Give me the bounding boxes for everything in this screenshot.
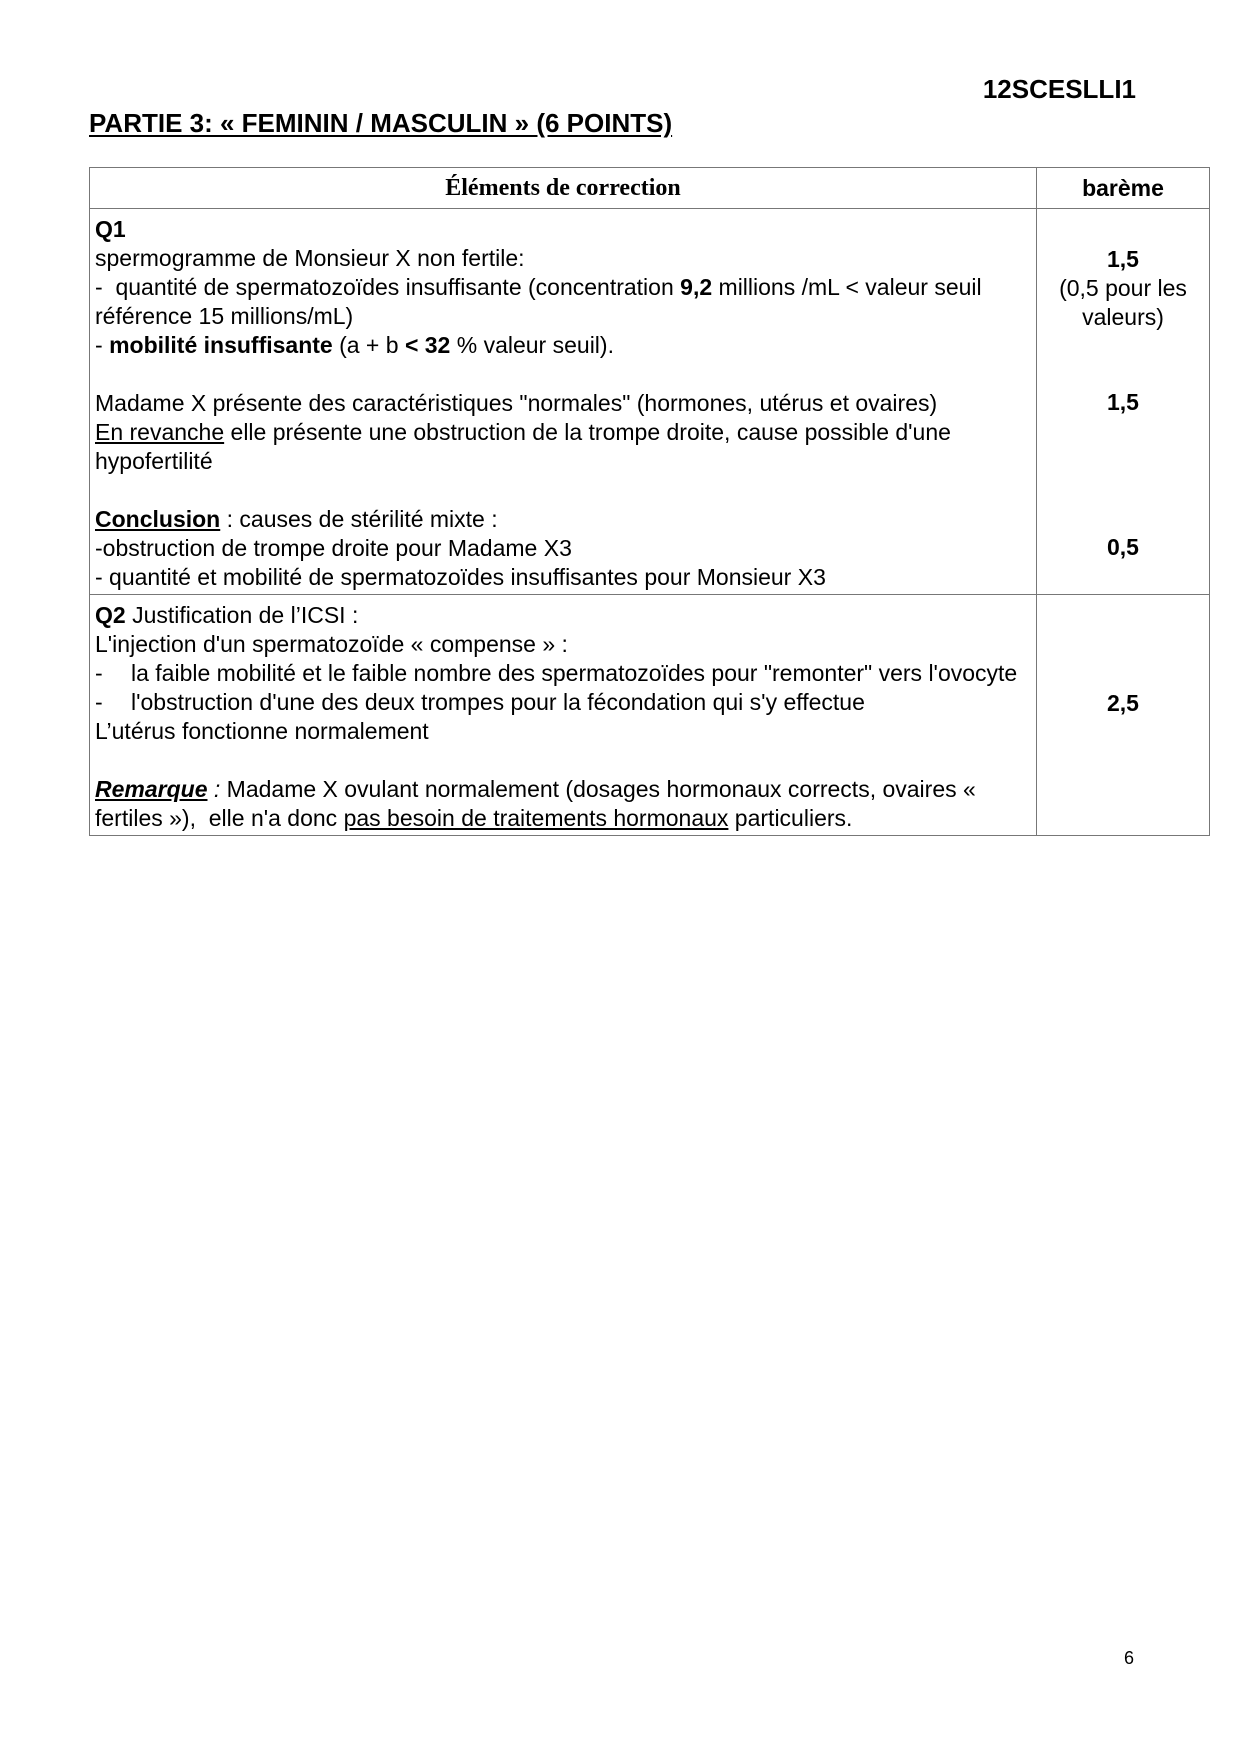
correction-table [89, 167, 1210, 836]
q1-content [90, 209, 1037, 595]
q1-revanche-line: En revanche elle présente une obstruction de la trompe droite, cause possible d'une hypofertilité [95, 419, 958, 474]
q2-scores [1037, 595, 1210, 836]
q1-score-1: 1,5 [1107, 246, 1139, 272]
q2-list-item-2: - l'obstruction d'une des deux trompes pour la fécondation qui s'y effectue [95, 689, 865, 715]
q1-score-2: 1,5 [1107, 389, 1139, 415]
q1-conclusion-line: Conclusion : causes de stérilité mixte : [95, 506, 498, 532]
q2-remarque: Remarque : Madame X ovulant normalement (dosages hormonaux corrects, ovaires « fertiles »), elle n'a donc pas besoin de traitements hormonaux particuliers. [95, 776, 983, 831]
q2-list-item-1: - la faible mobilité et le faible nombre des spermatozoïdes pour "remonter" vers l'ovocyte [95, 660, 1018, 686]
table-row-q1 [90, 209, 1210, 595]
q2-content [90, 595, 1037, 836]
q1-score-1-note: (0,5 pour les valeurs) [1059, 275, 1194, 330]
q1-bullet-mobility: - mobilité insuffisante (a + b < 32 % valeur seuil). [95, 332, 614, 358]
q2-uterus-line: L’utérus fonctionne normalement [95, 718, 429, 744]
q2-intro: L'injection d'un spermatozoïde « compense » : [95, 631, 568, 657]
q1-conclusion-item-2: - quantité et mobilité de spermatozoïdes insuffisantes pour Monsieur X3 [95, 564, 826, 590]
q1-scores [1037, 209, 1210, 595]
q2-title: Q2 Justification de l’ICSI : [95, 602, 359, 628]
page-number: 6 [1124, 1648, 1135, 1668]
section-title: PARTIE 3: « FEMININ / MASCULIN » (6 POINTS) [89, 108, 673, 138]
table-header-row [90, 168, 1210, 209]
q1-intro: spermogramme de Monsieur X non fertile: [95, 245, 525, 271]
q1-madame-line: Madame X présente des caractéristiques "normales" (hormones, utérus et ovaires) [95, 390, 938, 416]
q1-conclusion-item-1: -obstruction de trompe droite pour Madame X3 [95, 535, 572, 561]
document-code: 12SCESLLI1 [982, 74, 1136, 104]
q1-label: Q1 [95, 216, 126, 242]
column-header-elements: Éléments de correction [90, 168, 1037, 209]
q1-score-3: 0,5 [1107, 534, 1139, 560]
column-header-bareme: barème [1037, 168, 1210, 209]
q2-score: 2,5 [1107, 690, 1139, 716]
table-row-q2 [90, 595, 1210, 836]
q1-bullet-quantity: - quantité de spermatozoïdes insuffisante (concentration 9,2 millions /mL < valeur seuil référence 15 millions/mL) [95, 274, 989, 329]
